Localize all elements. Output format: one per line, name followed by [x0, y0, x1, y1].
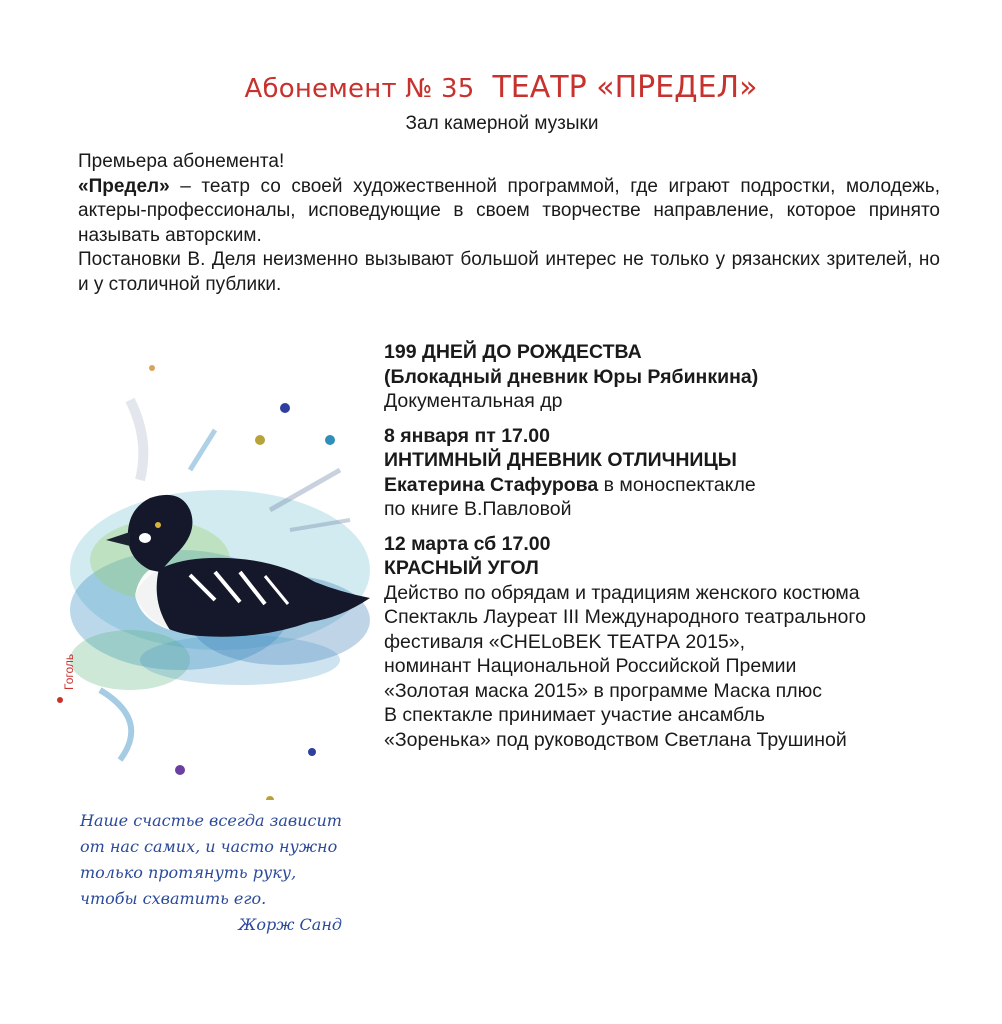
quote-line: от нас самих, и часто нужно [80, 837, 338, 856]
quote-block [80, 808, 350, 938]
quote-line: Наше счастье всегда зависит [80, 811, 342, 830]
event-2-title: ИНТИМНЫЙ ДНЕВНИК ОТЛИЧНИЦЫ [384, 449, 737, 471]
performer-rest: в моноспектакле [598, 473, 756, 496]
description-text: – театр со своей художественной программой, где играют подростки, молодежь, актеры-профессионалы, исповедующие в своем творчестве направление, которое принято называть авторским. [78, 175, 940, 246]
quote-line: только протянуть руку, [80, 863, 297, 882]
quote-line: чтобы схватить его. [80, 889, 267, 908]
header [0, 70, 1002, 135]
event-3-line: номинант Национальной Российской Премии [384, 655, 797, 677]
theatre-name: «Предел» [78, 175, 170, 197]
event-3-date: 12 марта сб 17.00 [384, 532, 551, 555]
event-1-subtitle: (Блокадный дневник Юры Рябинкина) [384, 365, 759, 388]
events-list [384, 340, 964, 752]
event-1-title: 199 ДНЕЙ ДО РОЖДЕСТВА [384, 341, 642, 363]
event-3-line: Спектакль Лауреат III Международного театрального [384, 606, 866, 628]
theatre-description [78, 175, 940, 249]
hall-name: Зал камерной музыки [405, 113, 599, 134]
title-row [0, 70, 1002, 105]
event-2-book: по книге В.Павловой [384, 498, 572, 520]
event-3-line: В спектакле принимает участие ансамбль [384, 704, 765, 726]
theatre-title: ТЕАТР «ПРЕДЕЛ» [492, 70, 758, 105]
event-2-date: 8 января пт 17.00 [384, 424, 550, 447]
premiere-note: Премьера абонемента! [78, 151, 285, 172]
event-3-line: «Зоренька» под руководством Светлана Трушиной [384, 728, 847, 751]
quote-author: Жорж Санд [238, 915, 342, 934]
performer-name: Екатерина Стафурова [384, 473, 599, 496]
productions-note: Постановки В. Деля неизменно вызывают большой интерес не только у рязанских зрителей, но и у столичной публики. [78, 249, 940, 295]
event-3-line: Действо по обрядам и традициям женского костюма [384, 581, 860, 604]
event-2-performer [384, 473, 964, 498]
duck-watercolor-illustration [40, 360, 380, 800]
event-3-line: фестиваля «CHELоBEK ТЕАТРА 2015», [384, 630, 746, 653]
intro-text [78, 150, 940, 297]
subscription-label: Абонемент № 35 [244, 74, 475, 104]
event-3-title: КРАСНЫЙ УГОЛ [384, 557, 539, 579]
illustration-caption: Гоголь [62, 653, 76, 690]
event-3-line: «Золотая маска 2015» в программе Маска плюс [384, 679, 822, 702]
event-1-genre: Документальная др [384, 390, 563, 412]
